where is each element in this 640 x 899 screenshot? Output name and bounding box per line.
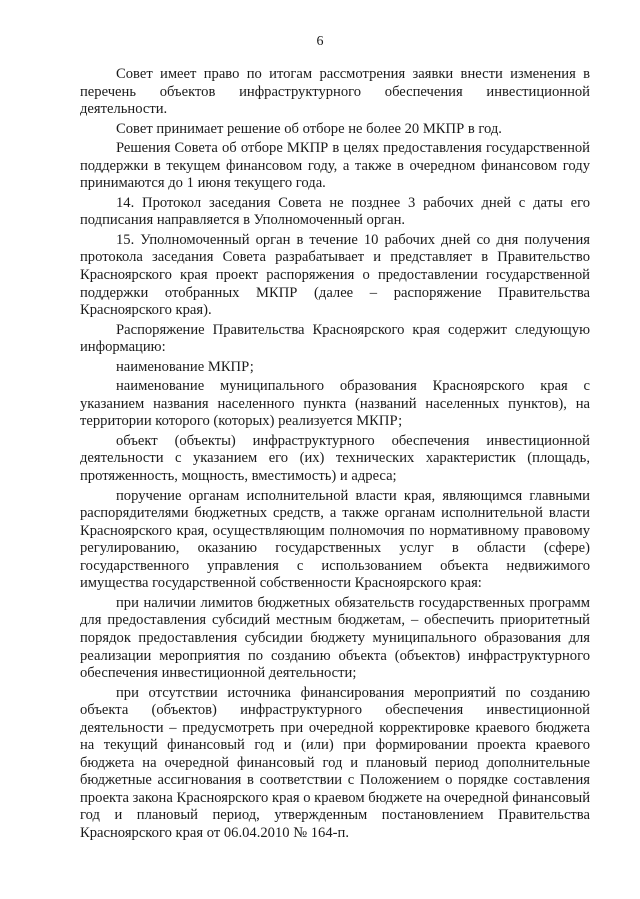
list-item: поручение органам исполнительной власти края, являющимся главными распорядителями бюджетных средств, а также органам исполнительной власти Красноярского края, осуществляющим полномочия по нормативному правовому регулированию, оказанию государственных услуг в области (сфере) государственного управления с использованием объекта недвижимого имущества государственной собственности Красноярского края: (80, 487, 590, 592)
document-body (80, 66, 590, 845)
list-item: при наличии лимитов бюджетных обязательств государственных программ для предоставления субсидий местным бюджетам, – обеспечить приоритетный порядок предоставления субсидии бюджету муниципального образования для реализации мероприятия по созданию объекта (объектов) инфраструктурного обеспечения инвестиционной деятельности; (80, 594, 590, 682)
paragraph: Распоряжение Правительства Красноярского края содержит следующую информацию: (80, 321, 590, 356)
paragraph: Решения Совета об отборе МКПР в целях предоставления государственной поддержки в текущем финансовом году, а также в очередном финансовом году принимаются до 1 июня текущего года. (80, 140, 590, 192)
paragraph: 14. Протокол заседания Совета не позднее 3 рабочих дней с даты его подписания направляется в Уполномоченный орган. (80, 194, 590, 229)
paragraph: Совет принимает решение об отборе не более 20 МКПР в год. (116, 120, 502, 137)
list-item: наименование муниципального образования Красноярского края с указанием названия населенного пункта (названий населенных пунктов), на территории которого (которых) реализуется МКПР; (80, 378, 590, 430)
list-item: наименование МКПР; (116, 358, 254, 375)
paragraph: Совет имеет право по итогам рассмотрения заявки внести изменения в перечень объектов инфраструктурного обеспечения инвестиционной деятельности. (80, 66, 590, 118)
paragraph: 15. Уполномоченный орган в течение 10 рабочих дней со дня получения протокола заседания Совета разрабатывает и представляет в Правительство Красноярского края проект распоряжения о предоставлении государственной поддержки отобранных МКПР (далее – распоряжение Правительства Красноярского края). (80, 231, 590, 319)
list-item: объект (объекты) инфраструктурного обеспечения инвестиционной деятельности с указанием его (их) технических характеристик (площадь, протяженность, мощность, вместимость) и адреса; (80, 432, 590, 485)
page-number: 6 (316, 34, 324, 49)
list-item: при отсутствии источника финансирования мероприятий по созданию объекта (объектов) инфраструктурного обеспечения инвестиционной деятельности – предусмотреть при очередной корректировке краевого бюджета на текущий финансовый год и (или) при формировании проекта краевого бюджета на очередной финансовый год и плановый период дополнительные бюджетные ассигнования в соответствии с Положением о порядке составления проекта закона Красноярского края о краевом бюджете на очередной финансовый год и плановый период, утвержденным постановлением Правительства Красноярского края от 06.04.2010 № 164-п. (80, 684, 590, 841)
